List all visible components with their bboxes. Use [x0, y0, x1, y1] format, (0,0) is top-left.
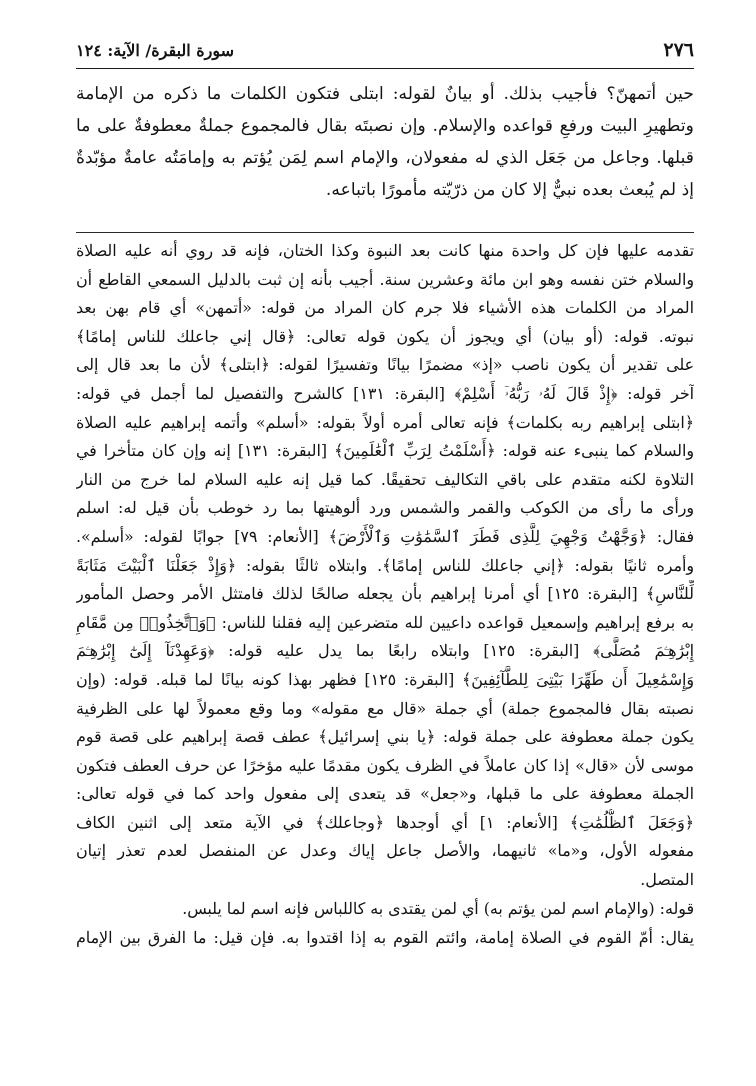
commentary-line: ورأى ما رأى من الكوكب والقمر والشمس ورد ألوهيتها بما رد خوطب بأن قيل له: اسلم [76, 498, 694, 518]
section-divider [76, 232, 694, 233]
main-text-line: حين أتمهنّ؟ فأجيب بذلك. أو بيانٌ لقوله: ابتلى فتكون الكلمات ما ذكره من الإمامة [76, 84, 694, 104]
commentary-line: لِّلنَّاسِ﴾ [البقرة: ١٢٥] أي أمرنا إبراهيم بأن يجعله صالحًا لذلك فامتثل الأمر وحصل المأمور [76, 584, 694, 604]
main-text-line: إذ لم يُبعث بعده نبيٌّ إلا كان من ذرّيّته مأمورًا باتباعه. [325, 180, 694, 200]
main-text-line: وتطهيرِ البيت ورفعِ قواعده والإسلام. وإن نصبتَه بقال فالمجموع جملةٌ معطوفةٌ على ما [76, 116, 694, 136]
quran-commentary-main-text [76, 78, 694, 206]
commentary-line: قوله: (والإمام اسم لمن يؤتم به) أي لمن يقتدى به كاللباس فإنه اسم لما يلبس. [182, 899, 694, 918]
commentary-line: موسى لأن «قال» إذا كان عاملاً في الظرف يكون مقدمًا عليه مؤخرًا عن حرف العطف فتكون [76, 755, 694, 775]
commentary-line: الجملة معطوفة على ما قبلها، و«جعل» قد يتعدى إلى مفعول واحد كما في قوله تعالى: [76, 784, 694, 804]
commentary-line: ﴿ابتلى إبراهيم ربه بكلمات﴾ فإنه تعالى أمره أولاً بقوله: «أسلم» وأتمه إبراهيم عليه الصلاة [76, 412, 694, 432]
commentary-line: على تقدير أن يكون ناصب «إذ» مضمرًا بيانًا وتفسيرًا لقوله: ﴿ابتلى﴾ لأن ما بعد قال إلى [76, 355, 694, 375]
commentary-line: يكون جملة معطوفة على جملة قوله: ﴿يا بني إسرائيل﴾ عطف قصة إبراهيم على قصة قوم [76, 727, 694, 747]
commentary-line: والسلام كما ينبىء عنه قوله: ﴿أَسْلَمْتُ لِرَبِّ ٱلْعَٰلَمِينَ﴾ [البقرة: ١٣١] إنه وإن كان متأخرا في [76, 441, 694, 461]
commentary-line: فقال: ﴿وَجَّهْتُ وَجْهِيَ لِلَّذِى فَطَرَ ٱلسَّمَٰوَٰتِ وَٱلْأَرْضَ﴾ [الأنعام: ٧٩] جوابًا لقوله: «أسلم». [76, 526, 694, 546]
commentary-line: والسلام ختن نفسه وهو ابن مائة وعشرين سنة. أجيب بأنه إن ثبت بالدليل السمعي القاطع أن [76, 269, 694, 289]
commentary-line: يقال: أمّ القوم في الصلاة إمامة، وائتم القوم به إذا اقتدوا به. فإن قيل: ما الفرق بين الإمام [76, 927, 694, 947]
commentary-line: ﴿وَجَعَلَ ٱلظُّلُمَٰتِ﴾ [الأنعام: ١] أي أوجدها ﴿وجاعلك﴾ في الآية متعد إلى اثنين الكاف [76, 812, 694, 832]
commentary-line: نصبته بقال فالمجموع جملة) أي جملة «قال مع مقوله» وما وقع معمولاً لها على الظرفية [76, 698, 694, 718]
footnote-commentary-continued [76, 895, 694, 952]
commentary-line: مفعوله الأول، و«ما» ثانيهما، والأصل جاعل إياك وعدل عن المنفصل لعدم تعذر إتيان [76, 841, 694, 861]
commentary-line: وَإِسْمَٰعِيلَ أَن طَهِّرَا بَيْتِىَ لِلطَّآئِفِينَ﴾ [البقرة: ١٢٥] فظهر بهذا كونه بيانًا لما قبله. قوله: (وإن [76, 669, 694, 689]
page-header [76, 32, 694, 69]
commentary-line: إِبْرَٰهِـۧمَ مُصَلًّى﴾ [البقرة: ١٢٥] وابتلاه رابعًا بما يدل عليه قوله: ﴿وَعَهِدْنَآ إِلَىٰٓ إِبْرَٰهِـۧمَ [76, 641, 694, 661]
page-number: ٢٧٦ [663, 39, 694, 61]
commentary-line: به برفع إبراهيم وإسمعيل قواعده داعيين لله متضرعين إليه فقلنا للناس: ﴿وَٱتَّخِذُوا۟ مِن مَّقَامِ [76, 612, 694, 632]
footnote-commentary [76, 237, 694, 895]
commentary-line: آخر قوله: ﴿إِذْ قَالَ لَهُۥ رَبُّهُۥٓ أَسْلِمْ﴾ [البقرة: ١٣١] كالشرح والتفصيل لما أجمل في قوله: [76, 383, 694, 403]
main-text-line: قبلها. وجاعل من جَعَل الذي له مفعولان، والإمام اسم لِمَن يُؤتم به وإمامَتُه عامةٌ مؤبّدةٌ [76, 148, 694, 168]
commentary-line: التلاوة لكنه متقدم على باقي التكاليف تحقيقًا. كما قيل إنه عليه السلام لما خرج من النار [76, 469, 694, 489]
running-title: سورة البقرة/ الآية: ١٢٤ [76, 40, 235, 60]
commentary-line: نبوته. قوله: (أو بيان) أي ويجوز أن يكون قوله تعالى: ﴿قال إني جاعلك للناس إمامًا﴾ [76, 326, 694, 346]
commentary-line: تقدمه عليها فإن كل واحدة منها كانت بعد النبوة وكذا الختان، فإنه قد روي أنه عليه الصلاة [76, 241, 694, 260]
commentary-line: وأمره ثانيًا بقوله: ﴿إني جاعلك للناس إمامًا﴾. وابتلاه ثالثًا بقوله: ﴿وَإِذْ جَعَلْنَا ٱلْبَيْتَ مَثَابَةً [76, 555, 694, 575]
commentary-line: المتصل. [640, 870, 694, 890]
commentary-line: المراد من الكلمات هذه الأشياء فلا جرم كان المراد من قوله: «أتمهن» أي قام بهن بعد [76, 298, 694, 318]
